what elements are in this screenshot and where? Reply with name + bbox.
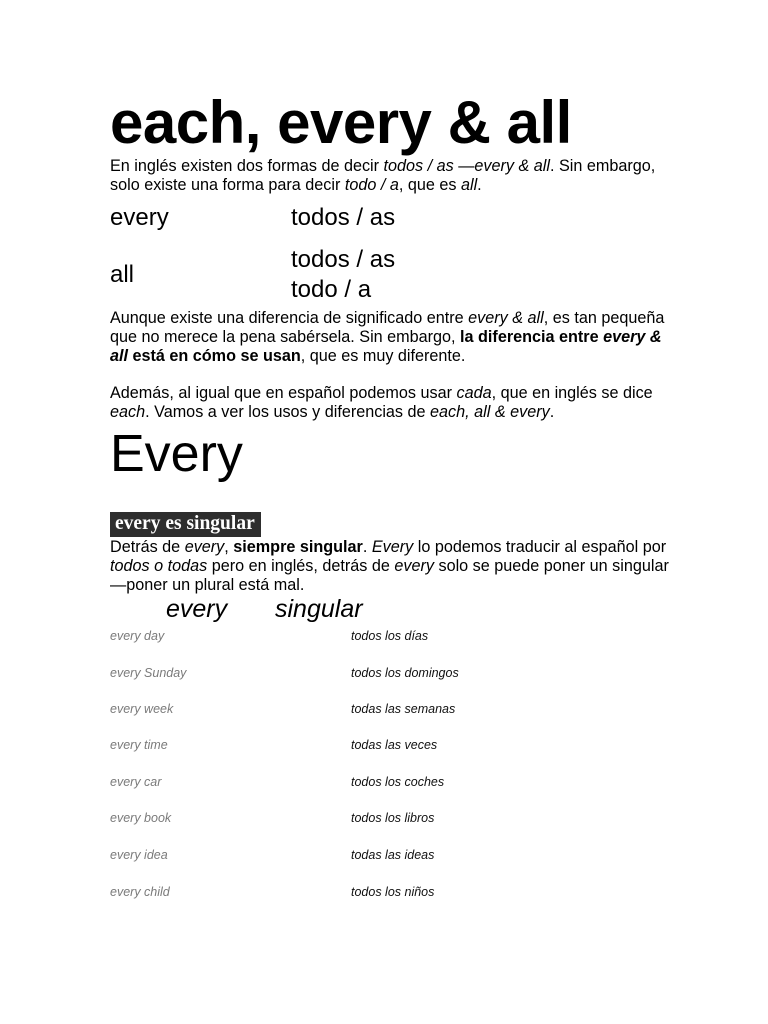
formula-left: every (166, 595, 228, 623)
example-es: todos los coches (351, 775, 445, 789)
intro-text: — (453, 157, 475, 175)
para-italic: every (394, 557, 434, 575)
para-text: , que es muy diferente. (300, 347, 466, 365)
section-heading-every: Every (110, 425, 243, 483)
each-paragraph (110, 384, 670, 422)
para-text: , que en inglés se dice (491, 384, 653, 402)
example-es: todos los niños (351, 885, 435, 899)
para-italic: each (110, 403, 146, 421)
para-text: , (224, 538, 234, 556)
para-text: . (362, 538, 372, 556)
example-es: todos los domingos (351, 666, 459, 680)
intro-italic: all (460, 176, 478, 194)
example-en: every car (110, 775, 162, 789)
example-en: every day (110, 629, 165, 643)
section-badge: every es singular (110, 512, 261, 537)
intro-italic: todo / a (344, 176, 399, 194)
para-text: pero en inglés, detrás de (207, 557, 395, 575)
para-text: . Vamos a ver los usos y diferencias de (145, 403, 431, 421)
example-en: every book (110, 811, 172, 825)
pair-all-word: all (110, 261, 135, 288)
singular-paragraph (110, 538, 670, 595)
para-bold-italic: every & all (110, 328, 662, 365)
pair-every-word: every (110, 204, 169, 231)
para-italic: each, all & every (430, 403, 550, 421)
para-bold: siempre singular (233, 538, 363, 556)
para-italic: cada (456, 384, 492, 402)
para-italic: Every (371, 538, 414, 556)
example-es: todas las veces (351, 738, 438, 752)
example-es: todas las semanas (351, 702, 456, 716)
intro-text: . (477, 176, 482, 194)
formula-right: singular (275, 595, 363, 623)
para-text: Aunque existe una diferencia de significado entre (110, 309, 469, 327)
para-text: Detrás de (110, 538, 185, 556)
example-en: every idea (110, 848, 168, 862)
intro-text: . Sin embargo, solo existe una forma para decir (110, 157, 656, 194)
example-es: todos los libros (351, 811, 435, 825)
para-italic: every & all (468, 309, 544, 327)
intro-text: En inglés existen dos formas de decir (110, 157, 384, 175)
example-en: every time (110, 738, 168, 752)
intro-paragraph (110, 157, 670, 195)
example-en: every child (110, 885, 170, 899)
intro-text: , que es (398, 176, 461, 194)
para-text: lo podemos traducir al español por (413, 538, 667, 556)
para-text: solo se puede poner un singular —poner un plural está mal. (110, 557, 669, 594)
example-es: todas las ideas (351, 848, 435, 862)
example-es: todos los días (351, 629, 429, 643)
page-title: each, every & all (110, 89, 572, 156)
para-bold-text: la diferencia entre (460, 328, 604, 346)
intro-italic: every & all (474, 157, 550, 175)
example-en: every Sunday (110, 666, 187, 680)
para-text: Además, al igual que en español podemos usar (110, 384, 457, 402)
pair-all-translation-1: todos / as (291, 246, 396, 273)
example-en: every week (110, 702, 174, 716)
difference-paragraph (110, 309, 670, 366)
para-text: , es tan pequeña que no merece la pena sabérsela. Sin embargo, (110, 309, 665, 346)
pair-every-translation: todos / as (291, 204, 396, 231)
para-italic: every (184, 538, 225, 556)
para-text: . (549, 403, 555, 421)
pair-all-translation-2: todo / a (291, 276, 372, 303)
para-italic: todos o todas (110, 557, 208, 575)
para-bold-text: está en cómo se usan (128, 347, 301, 365)
intro-italic: todos / as (383, 157, 454, 175)
